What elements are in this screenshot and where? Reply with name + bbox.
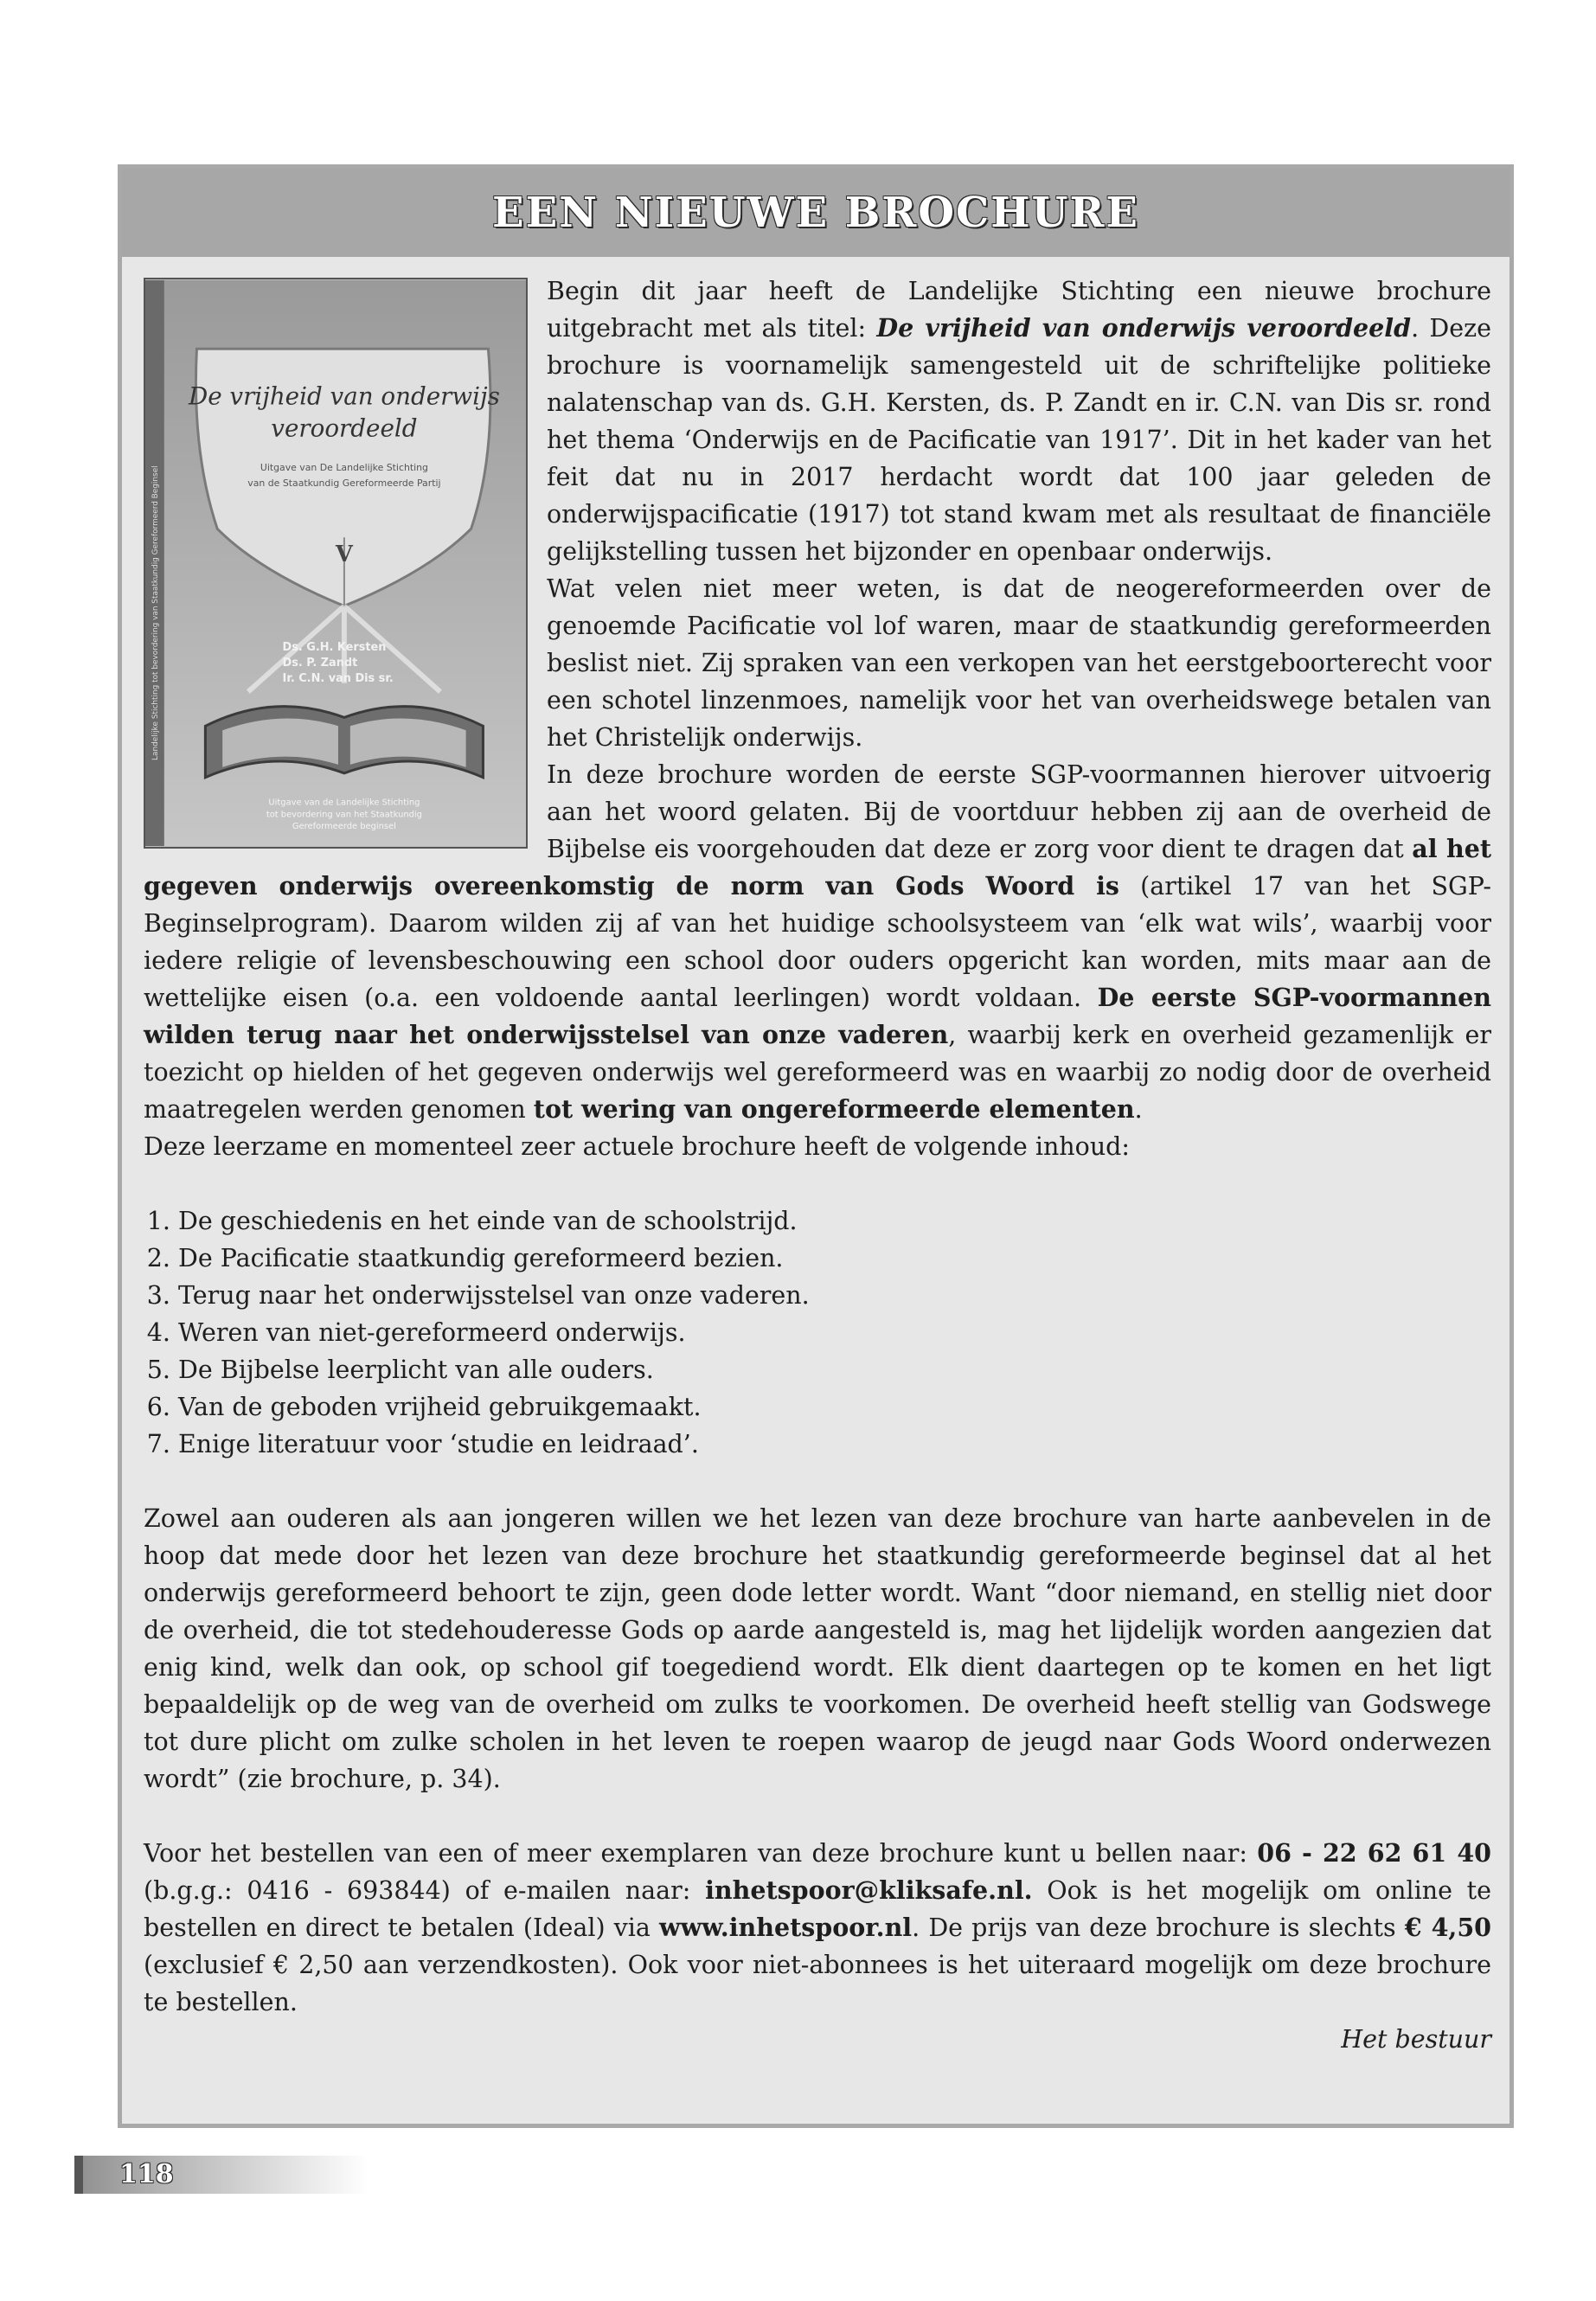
signature: Het bestuur xyxy=(1341,2025,1491,2054)
cover-footer-line2: tot bevordering van het Staatkundig xyxy=(266,810,422,820)
cover-title-line2: veroordeeld xyxy=(271,413,418,443)
cover-subtitle-line2: van de Staatkundig Gereformeerde Partij xyxy=(247,477,441,489)
article-box xyxy=(118,164,1514,2128)
list-item: 7. Enige literatuur voor ‘studie en leidraad’. xyxy=(178,1426,1491,1463)
cover-badge: V xyxy=(335,542,353,568)
list-item: 5. De Bijbelse leerplicht van alle ouders. xyxy=(178,1351,1491,1388)
brochure-cover-image xyxy=(144,278,528,849)
list-item: 2. De Pacificatie staatkundig gereformeerd bezien. xyxy=(178,1240,1491,1277)
paragraph-pacificatie: Wat velen niet meer weten, is dat de neogereformeerden over de genoemde Pacificatie vol lof waren, maar de staatkundig gereformeerden beslist niet. Zij spraken van een verkopen van het eerstgeboorterecht voor een schotel linzenmoes, namelijk voor het van overheidswege betalen van het Christelijk onderwijs. xyxy=(547,574,1491,752)
list-item: 3. Terug naar het onderwijsstelsel van onze vaderen. xyxy=(178,1277,1491,1314)
list-item: 4. Weren van niet-gereformeerd onderwijs. xyxy=(178,1314,1491,1351)
email-address[interactable]: inhetspoor@kliksafe.nl. xyxy=(705,1875,1033,1905)
paragraph-ordering: Voor het bestellen van een of meer exemplaren van deze brochure kunt u bellen naar: 06 - 22 62 61 40 (b.g.g.: 0416 - 693844) of e-mailen naar: inhetspoor@kliksafe.nl. Ook is het mogelijk om online te bestellen en direct te betalen (Ideal) via www.inhetspoor.nl. De prijs van deze brochure is slechts € 4,50 (exclusief € 2,50 aan verzendkosten). Ook voor niet-abonnees is het uiteraard mogelijk om deze brochure te bestellen. xyxy=(144,1838,1491,2016)
cover-title-line1: De vrijheid van onderwijs xyxy=(188,381,500,411)
paragraph-sgp: In deze brochure worden de eerste SGP-voormannen hierover uitvoerig aan het woord gelaten. Bij de voortduur hebben zij aan de overheid de Bijbelse eis voorgehouden dat deze er zorg voor dient te dragen dat al het gegeven onderwijs overeenkomstig de norm van Gods Woord is (artikel 17 van het SGP-Beginselprogram). Daarom wilden zij af van het huidige schoolsysteem van ‘elk wat wils’, waarbij voor iedere religie of levensbeschouwing een school door ouders opgericht kan worden, mits maar aan de wettelijke eisen (o.a. een voldoende aantal leerlingen) wordt voldaan. De eerste SGP-voormannen wilden terug naar het onderwijsstelsel van onze vaderen, waarbij kerk en overheid gezamenlijk er toezicht op hielden of het gegeven onderwijs wel gereformeerd was en waarbij zo nodig door de overheid maatregelen werden genomen tot wering van ongereformeerde elementen. xyxy=(144,760,1492,1124)
cover-spine-text: Landelijke Stichting tot bevordering van Staatkundig Gereformeerd Beginsel xyxy=(151,465,160,760)
list-item: 1. De geschiedenis en het einde van de schoolstrijd. xyxy=(178,1202,1491,1240)
cover-footer-line3: Gereformeerde beginsel xyxy=(292,822,396,832)
website-link[interactable]: www.inhetspoor.nl xyxy=(659,1913,913,1942)
phone-number: 06 - 22 62 61 40 xyxy=(1257,1838,1491,1868)
list-item: 6. Van de geboden vrijheid gebruikgemaakt. xyxy=(178,1388,1491,1426)
paragraph-recommendation: Zowel aan ouderen als aan jongeren willen we het lezen van deze brochure van harte aanbevelen in de hoop dat mede door het lezen van deze brochure het staatkundig gereformeerde beginsel dat al het onderwijs gereformeerd behoort te zijn, geen dode letter wordt. Want “door niemand, en stellig niet door de overheid, die tot stedehouderesse Gods op aarde aangesteld is, mag het lijdelijk worden aangezien dat enig kind, welk dan ook, op school gif toegediend wordt. Elk dient daartegen op te komen en het ligt bepaaldelijk op de weg van de overheid om zulks te voorkomen. De overheid heeft stellig van Godswege tot dure plicht om zulke scholen in het leven te roepen waarop de jeugd naar Gods Woord onderwezen wordt” (zie brochure, p. 34). xyxy=(144,1504,1491,1793)
paragraph-intro: Begin dit jaar heeft de Landelijke Stichting een nieuwe brochure uitgebracht met als titel: De vrijheid van onderwijs veroordeeld. Deze brochure is voornamelijk samengesteld uit de schriftelijke politieke nalatenschap van ds. G.H. Kersten, ds. P. Zandt en ir. C.N. van Dis sr. rond het thema ‘Onderwijs en de Pacificatie van 1917’. Dit in het kader van het feit dat nu in 2017 herdacht wordt dat 100 jaar geleden de onderwijspacificatie (1917) tot stand kwam met als resultaat de financiële gelijkstelling tussen het bijzonder en openbaar onderwijs. xyxy=(547,277,1491,566)
article-body xyxy=(144,272,1491,2058)
brochure-title: De vrijheid van onderwijs veroordeeld xyxy=(876,313,1412,343)
title-bar xyxy=(122,169,1509,257)
cover-author-1: Ds. G.H. Kersten xyxy=(282,641,387,655)
price: € 4,50 xyxy=(1404,1913,1491,1942)
paragraph-contents-intro: Deze leerzame en momenteel zeer actuele brochure heeft de volgende inhoud: xyxy=(144,1132,1131,1161)
page-number: 118 xyxy=(119,2159,174,2189)
article-title: EEN NIEUWE BROCHURE xyxy=(492,189,1139,237)
table-of-contents xyxy=(144,1202,1491,1463)
cover-subtitle-line1: Uitgave van De Landelijke Stichting xyxy=(260,461,428,473)
cover-footer-line1: Uitgave van de Landelijke Stichting xyxy=(268,798,420,808)
cover-author-2: Ds. P. Zandt xyxy=(282,656,358,670)
page-number-tab xyxy=(74,2156,369,2194)
cover-author-3: Ir. C.N. van Dis sr. xyxy=(282,671,394,685)
